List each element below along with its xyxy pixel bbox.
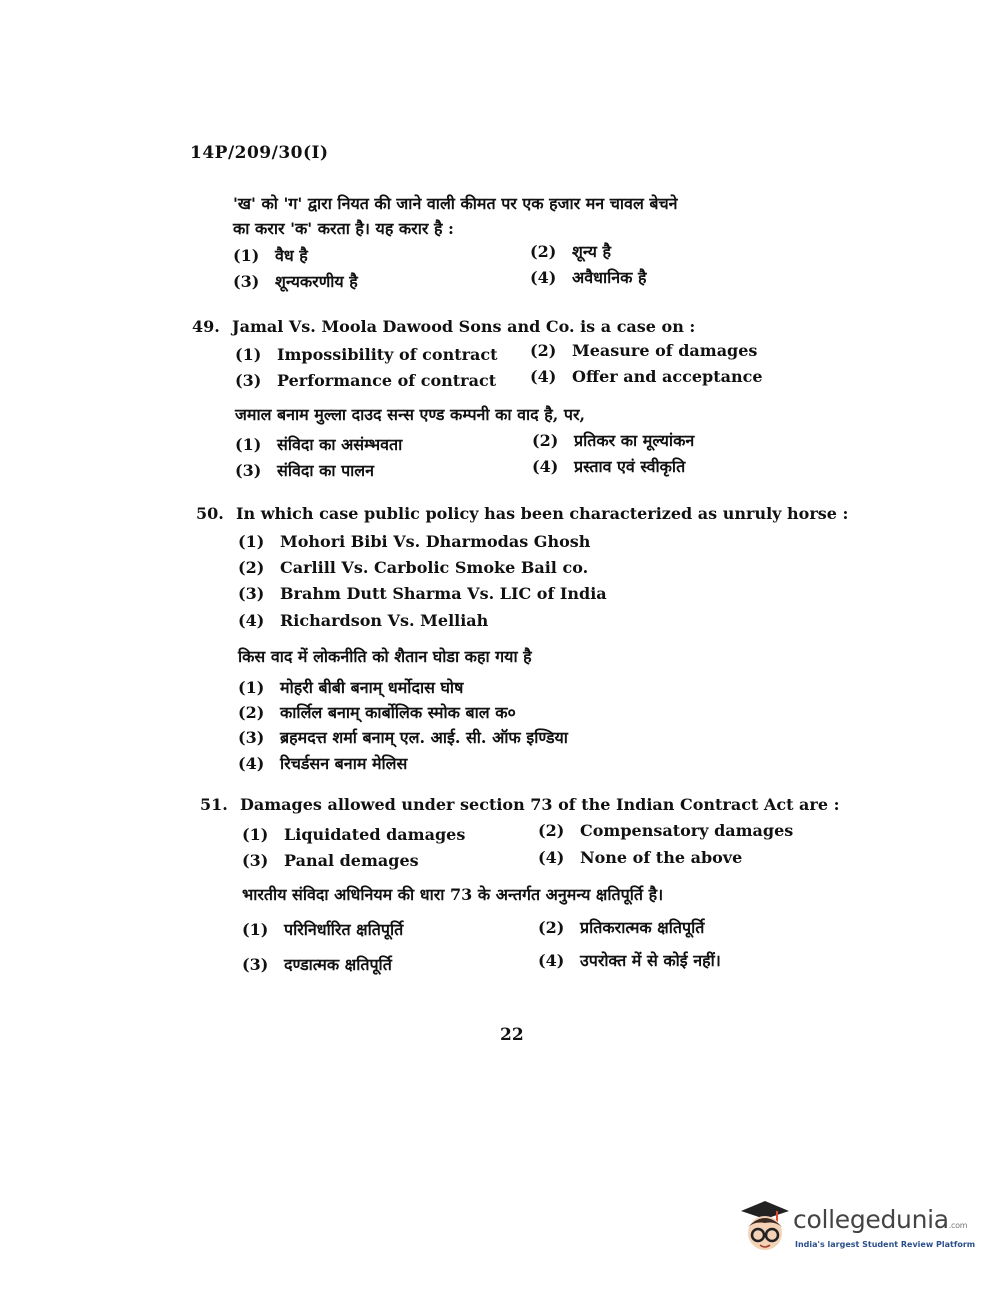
q49-hindi-option-4: (4) प्रस्ताव एवं स्वीकृति — [532, 457, 686, 476]
q50-option-1: (1) Mohori Bibi Vs. Dharmodas Ghosh — [238, 532, 591, 551]
collegedunia-logo — [735, 1195, 976, 1265]
mascot-icon — [735, 1197, 791, 1259]
logo-wordmark: collegedunia.com — [793, 1205, 968, 1234]
q51-hindi-option-2: (2) प्रतिकरात्मक क्षतिपूर्ति — [538, 918, 705, 937]
q50-option-2: (2) Carlill Vs. Carbolic Smoke Bail co. — [238, 558, 589, 577]
page-number: 22 — [500, 1025, 524, 1045]
q50-option-3: (3) Brahm Dutt Sharma Vs. LIC of India — [238, 584, 607, 603]
logo-tagline: India's largest Student Review Platform — [795, 1240, 976, 1249]
q50-question: 50. In which case public policy has been characterized as unruly horse : — [196, 504, 849, 523]
q49-hindi-question: जमाल बनाम मुल्ला दाउद सन्स एण्ड कम्पनी का वाद है, पर, — [235, 405, 586, 424]
q49-hindi-option-3: (3) संविदा का पालन — [235, 461, 375, 480]
q49-hindi-option-2: (2) प्रतिकर का मूल्यांकन — [532, 431, 695, 450]
q51-option-1: (1) Liquidated damages — [242, 825, 466, 844]
q51-option-2: (2) Compensatory damages — [538, 821, 794, 840]
q50-option-4: (4) Richardson Vs. Melliah — [238, 611, 489, 630]
q51-option-3: (3) Panal demages — [242, 851, 419, 870]
q49-option-1: (1) Impossibility of contract — [235, 345, 498, 364]
q50-hindi-option-2: (2) कार्लिल बनाम् कार्बोलिक स्मोक बाल क० — [238, 703, 516, 722]
q50-hindi-question: किस वाद में लोकनीति को शैतान घोडा कहा गया है — [238, 647, 532, 666]
q49-option-3: (3) Performance of contract — [235, 371, 497, 390]
q51-hindi-option-3: (3) दण्डात्मक क्षतिपूर्ति — [242, 955, 392, 974]
q48-option-3: (3) शून्यकरणीय है — [233, 272, 358, 291]
q51-option-4: (4) None of the above — [538, 848, 743, 867]
q48-option-4: (4) अवैधानिक है — [530, 268, 647, 287]
q51-question: 51. Damages allowed under section 73 of the Indian Contract Act are : — [200, 795, 840, 814]
q48-option-1: (1) वैध है — [233, 246, 308, 265]
paper-code: 14P/209/30(I) — [190, 143, 329, 163]
q48-option-2: (2) शून्य है — [530, 242, 611, 261]
q51-hindi-option-1: (1) परिनिर्धारित क्षतिपूर्ति — [242, 920, 404, 939]
q50-hindi-option-4: (4) रिचर्डसन बनाम मेलिस — [238, 754, 408, 773]
q50-hindi-option-1: (1) मोहरी बीबी बनाम् धर्मोदास घोष — [238, 678, 464, 697]
q49-option-2: (2) Measure of damages — [530, 341, 758, 360]
q49-hindi-option-1: (1) संविदा का असंम्भवता — [235, 435, 403, 454]
q49-question: 49. Jamal Vs. Moola Dawood Sons and Co. is a case on : — [192, 317, 696, 336]
q49-option-4: (4) Offer and acceptance — [530, 367, 763, 386]
q48-hindi-line1: 'ख' को 'ग' द्वारा नियत की जाने वाली कीमत पर एक हजार मन चावल बेचने — [233, 194, 678, 213]
q50-hindi-option-3: (3) ब्रहमदत्त शर्मा बनाम् एल. आई. सी. ऑफ इण्डिया — [238, 728, 568, 747]
q51-hindi-option-4: (4) उपरोक्त में से कोई नहीं। — [538, 951, 721, 970]
q48-hindi-line2: का करार 'क' करता है। यह करार है : — [233, 219, 454, 238]
q51-hindi-question: भारतीय संविदा अधिनियम की धारा 73 के अन्तर्गत अनुमन्य क्षतिपूर्ति है। — [242, 885, 664, 904]
